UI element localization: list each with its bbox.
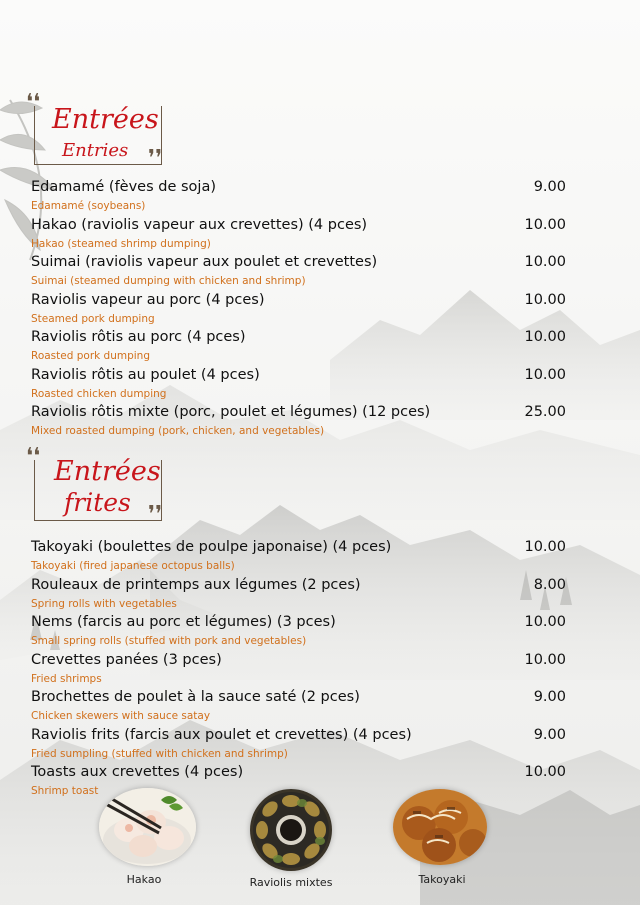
- menu-item: [31, 254, 571, 288]
- menu-item-price: 10.00: [524, 614, 566, 630]
- menu-item-price: 9.00: [533, 689, 566, 705]
- menu-item-name: Hakao (raviolis vapeur aux crevettes) (4 pces): [31, 216, 368, 233]
- photo-label-raviolis-mixtes: Raviolis mixtes: [249, 876, 333, 889]
- mixed-dumplings-photo: [250, 789, 332, 871]
- menu-item-description: Shrimp toast: [31, 785, 99, 797]
- menu-item-name: Edamamé (fèves de soja): [31, 179, 216, 195]
- takoyaki-photo: [393, 789, 487, 865]
- menu-item-name: Raviolis rôtis au poulet (4 pces): [31, 366, 260, 383]
- takoyaki-photo-icon: [393, 789, 487, 865]
- menu-item-description: Suimai (steamed dumping with chicken and shrimp): [31, 275, 306, 287]
- menu-item-name: Suimai (raviolis vapeur aux poulet et crevettes): [31, 254, 378, 270]
- menu-item-description: Steamed pork dumping: [31, 312, 155, 325]
- menu-item: [31, 689, 571, 723]
- section-title: Entrées: [52, 104, 159, 135]
- menu-item-description: Hakao (steamed shrimp dumping): [31, 237, 211, 250]
- menu-item-price: 10.00: [524, 651, 566, 668]
- hakao-dumpling-photo-icon: [99, 788, 196, 866]
- menu-item-name: Raviolis vapeur au porc (4 pces): [31, 291, 265, 308]
- menu-item: [31, 217, 571, 251]
- mixed-dumplings-photo-icon: [250, 789, 332, 871]
- menu-item-price: 9.00: [533, 179, 566, 195]
- menu-item-description: Roasted pork dumping: [31, 350, 151, 362]
- menu-item-description: Fried sumpling (stuffed with chicken and shrimp): [31, 747, 288, 760]
- menu-item: [31, 404, 571, 438]
- photo-label-takoyaki: Takoyaki: [418, 873, 466, 886]
- section-subtitle: frites: [64, 488, 131, 517]
- menu-item-name: Raviolis rôtis mixte (porc, poulet et légumes) (12 pces): [31, 404, 431, 420]
- section-entrees-title: [26, 90, 186, 171]
- hakao-photo: [99, 788, 196, 866]
- menu-item-description: Mixed roasted dumping (pork, chicken, and vegetables): [31, 425, 325, 437]
- menu-item-description: Edamamé (soybeans): [31, 200, 146, 212]
- menu-item-name: Nems (farcis au porc et légumes) (3 pces): [31, 614, 336, 630]
- section-subtitle: Entries: [62, 140, 129, 161]
- photo-label-hakao: Hakao: [126, 873, 162, 886]
- menu-item: [31, 577, 571, 611]
- menu-item-price: 10.00: [524, 216, 566, 233]
- quote-open-icon: ❛❛: [26, 90, 41, 115]
- menu-item-description: Spring rolls with vegetables: [31, 597, 177, 610]
- menu-item-price: 10.00: [524, 254, 566, 270]
- menu-item-description: Fried shrimps: [31, 672, 102, 685]
- menu-item-description: Small spring rolls (stuffed with pork and vegetables): [31, 635, 307, 647]
- menu-item-price: 10.00: [524, 539, 566, 555]
- menu-item: [31, 329, 571, 363]
- quote-close-icon: ❜❜: [148, 502, 163, 527]
- menu-item-name: Rouleaux de printemps aux légumes (2 pces): [31, 576, 361, 593]
- section-entrees-frites-title: [26, 444, 186, 528]
- menu-item: [31, 727, 571, 761]
- menu-item-name: Raviolis rôtis au porc (4 pces): [31, 329, 246, 345]
- menu-item-name: Brochettes de poulet à la sauce saté (2 pces): [31, 689, 360, 705]
- menu-item-price: 9.00: [533, 726, 566, 743]
- menu-item-name: Crevettes panées (3 pces): [31, 651, 222, 668]
- menu-item: [31, 292, 571, 326]
- menu-item: [31, 614, 571, 648]
- menu-item: [31, 539, 571, 573]
- menu-item-price: 10.00: [524, 329, 566, 345]
- menu-item-price: 10.00: [524, 366, 566, 383]
- menu-item: [31, 179, 571, 213]
- menu-item-price: 8.00: [533, 576, 566, 593]
- menu-item-price: 25.00: [524, 404, 566, 420]
- menu-item-price: 10.00: [524, 291, 566, 308]
- menu-item-price: 10.00: [524, 764, 566, 780]
- menu-item-name: Raviolis frits (farcis aux poulet et crevettes) (4 pces): [31, 726, 412, 743]
- menu-item-name: Takoyaki (boulettes de poulpe japonaise) (4 pces): [31, 539, 392, 555]
- section-title: Entrées: [54, 456, 161, 487]
- menu-item-description: Chicken skewers with sauce satay: [31, 710, 211, 722]
- menu-item-name: Toasts aux crevettes (4 pces): [31, 764, 244, 780]
- quote-close-icon: ❜❜: [148, 146, 163, 171]
- quote-open-icon: ❛❛: [26, 444, 41, 469]
- menu-item-description: Roasted chicken dumping: [31, 387, 167, 400]
- menu-item: [31, 367, 571, 401]
- menu-item: [31, 652, 571, 686]
- menu-item-description: Takoyaki (fired japanese octopus balls): [31, 560, 235, 572]
